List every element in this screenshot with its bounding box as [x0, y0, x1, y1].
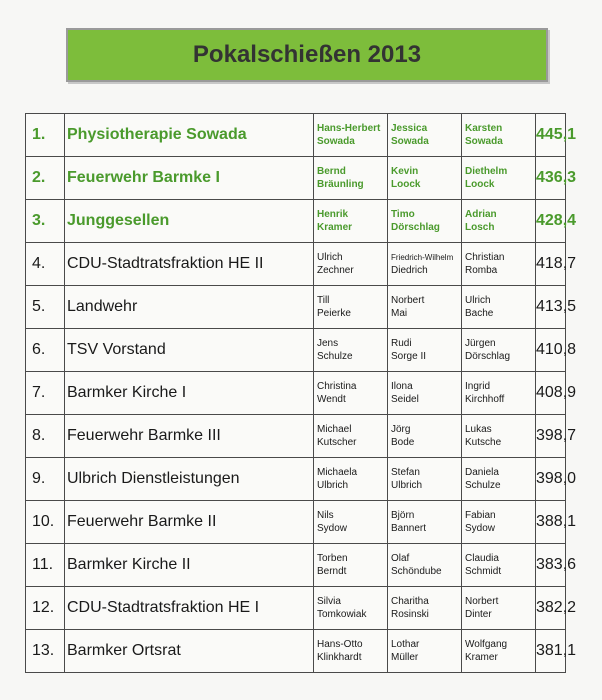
member-last-name: Bache [465, 308, 494, 319]
member-last-name: Bannert [391, 523, 427, 534]
member-cell [314, 544, 388, 587]
rank-cell: 3. [26, 200, 65, 243]
score-cell: 398,7 [536, 415, 566, 458]
member-last-name: Sorge II [391, 351, 427, 362]
score-cell: 410,8 [536, 329, 566, 372]
table-row [26, 372, 566, 415]
title-banner [66, 28, 548, 82]
member-first-name: Hans-Otto [317, 639, 363, 650]
member-cell [388, 157, 462, 200]
member-last-name: Kramer [465, 652, 498, 663]
team-name-cell: Landwehr [65, 286, 314, 329]
member-first-name: Silvia [317, 596, 341, 607]
member-cell [388, 243, 462, 286]
member-cell [314, 329, 388, 372]
member-first-name: Timo [391, 209, 415, 220]
member-first-name: Jürgen [465, 338, 496, 349]
table-row [26, 501, 566, 544]
member-cell [314, 114, 388, 157]
score-cell: 436,3 [536, 157, 566, 200]
score-cell: 383,6 [536, 544, 566, 587]
member-last-name: Rosinski [391, 609, 429, 620]
member-first-name: Olaf [391, 553, 410, 564]
table-row [26, 415, 566, 458]
team-name-cell: Ulbrich Dienstleistungen [65, 458, 314, 501]
member-cell [462, 587, 536, 630]
member-last-name: Loock [465, 179, 495, 190]
score-cell: 381,1 [536, 630, 566, 673]
page-title: Pokalschießen 2013 [192, 41, 422, 68]
member-cell [314, 415, 388, 458]
table-row [26, 329, 566, 372]
member-first-name: Bernd [317, 166, 346, 177]
member-cell [314, 243, 388, 286]
member-last-name: Sowada [465, 136, 503, 147]
member-cell [314, 372, 388, 415]
member-cell [388, 415, 462, 458]
team-name-cell: Feuerwehr Barmke I [65, 157, 314, 200]
member-first-name: Fabian [465, 510, 496, 521]
member-last-name: Kutsche [465, 437, 502, 448]
member-first-name: Daniela [465, 467, 499, 478]
team-name-cell: Junggesellen [65, 200, 314, 243]
member-last-name: Sydow [317, 523, 348, 534]
member-last-name: Tomkowiak [317, 609, 367, 620]
member-first-name: Torben [317, 553, 348, 564]
member-last-name: Berndt [317, 566, 347, 577]
member-first-name: Jörg [391, 424, 411, 435]
member-last-name: Dinter [465, 609, 492, 620]
score-cell: 382,2 [536, 587, 566, 630]
member-first-name: Friedrich-Wilhelm [391, 253, 454, 262]
member-cell [314, 157, 388, 200]
team-name-cell: Barmker Ortsrat [65, 630, 314, 673]
rank-cell: 6. [26, 329, 65, 372]
score-cell: 408,9 [536, 372, 566, 415]
member-first-name: Lukas [465, 424, 492, 435]
member-last-name: Losch [465, 222, 495, 233]
member-first-name: Diethelm [465, 166, 508, 177]
results-body [26, 114, 577, 673]
member-last-name: Bode [391, 437, 415, 448]
score-cell: 428,4 [536, 200, 566, 243]
rank-cell: 10. [26, 501, 65, 544]
member-first-name: Claudia [465, 553, 499, 564]
member-cell [462, 243, 536, 286]
member-last-name: Kutscher [317, 437, 357, 448]
member-first-name: Wolfgang [465, 639, 508, 650]
rank-cell: 13. [26, 630, 65, 673]
member-cell [462, 114, 536, 157]
member-cell [388, 200, 462, 243]
member-last-name: Ulbrich [391, 480, 423, 491]
rank-cell: 9. [26, 458, 65, 501]
member-cell [388, 286, 462, 329]
member-last-name: Zechner [317, 265, 354, 276]
rank-cell: 12. [26, 587, 65, 630]
member-first-name: Charitha [391, 596, 429, 607]
member-first-name: Jessica [391, 123, 428, 134]
table-row [26, 243, 566, 286]
member-cell [462, 157, 536, 200]
member-first-name: Adrian [465, 209, 497, 220]
member-last-name: Bräunling [317, 179, 364, 190]
rank-cell: 1. [26, 114, 65, 157]
score-cell: 398,0 [536, 458, 566, 501]
member-last-name: Diedrich [391, 265, 428, 276]
member-last-name: Mai [391, 308, 408, 319]
member-first-name: Henrik [317, 209, 349, 220]
team-name-cell: CDU-Stadtratsfraktion HE I [65, 587, 314, 630]
member-cell [462, 329, 536, 372]
member-cell [314, 458, 388, 501]
member-cell [462, 630, 536, 673]
rank-cell: 2. [26, 157, 65, 200]
member-first-name: Norbert [391, 295, 425, 306]
member-last-name: Schulze [465, 480, 501, 491]
member-first-name: Michaela [317, 467, 358, 478]
rank-cell: 11. [26, 544, 65, 587]
member-cell [388, 458, 462, 501]
table-row [26, 157, 566, 200]
table-row [26, 630, 566, 673]
results-table [25, 113, 577, 673]
member-cell [314, 501, 388, 544]
table-row [26, 458, 566, 501]
member-last-name: Dörschlag [465, 351, 511, 362]
member-last-name: Sydow [465, 523, 496, 534]
member-cell [462, 415, 536, 458]
table-row [26, 200, 566, 243]
member-first-name: Ilona [391, 381, 413, 392]
member-cell [314, 587, 388, 630]
member-first-name: Michael [317, 424, 352, 435]
member-last-name: Sowada [391, 136, 429, 147]
member-last-name: Schöndube [391, 566, 442, 577]
score-cell: 413,5 [536, 286, 566, 329]
member-cell [388, 329, 462, 372]
team-name-cell: Barmker Kirche II [65, 544, 314, 587]
table-row [26, 114, 566, 157]
member-first-name: Norbert [465, 596, 499, 607]
rank-cell: 8. [26, 415, 65, 458]
member-first-name: Lothar [391, 639, 420, 650]
member-first-name: Jens [317, 338, 339, 349]
member-last-name: Dörschlag [391, 222, 440, 233]
member-cell [388, 544, 462, 587]
member-first-name: Ulrich [465, 295, 491, 306]
member-first-name: Karsten [465, 123, 503, 134]
team-name-cell: Feuerwehr Barmke III [65, 415, 314, 458]
member-first-name: Ingrid [465, 381, 491, 392]
member-cell [388, 630, 462, 673]
member-first-name: Kevin [391, 166, 419, 177]
member-cell [314, 630, 388, 673]
member-cell [388, 587, 462, 630]
member-cell [462, 544, 536, 587]
team-name-cell: Feuerwehr Barmke II [65, 501, 314, 544]
member-cell [462, 372, 536, 415]
member-last-name: Schulze [317, 351, 353, 362]
member-last-name: Sowada [317, 136, 355, 147]
member-first-name: Rudi [391, 338, 412, 349]
member-last-name: Loock [391, 179, 421, 190]
team-name-cell: TSV Vorstand [65, 329, 314, 372]
member-cell [462, 501, 536, 544]
member-first-name: Christina [317, 381, 357, 392]
member-cell [462, 200, 536, 243]
member-first-name: Nils [317, 510, 334, 521]
member-first-name: Hans-Herbert [317, 123, 381, 134]
team-name-cell: Barmker Kirche I [65, 372, 314, 415]
member-last-name: Romba [465, 265, 498, 276]
member-first-name: Till [317, 295, 330, 306]
table-row [26, 587, 566, 630]
member-last-name: Peierke [317, 308, 351, 319]
member-cell [388, 501, 462, 544]
member-cell [388, 372, 462, 415]
member-last-name: Wendt [317, 394, 346, 405]
score-cell: 388,1 [536, 501, 566, 544]
rank-cell: 4. [26, 243, 65, 286]
member-cell [314, 286, 388, 329]
member-last-name: Schmidt [465, 566, 502, 577]
score-cell: 418,7 [536, 243, 566, 286]
table-row [26, 286, 566, 329]
team-name-cell: Physiotherapie Sowada [65, 114, 314, 157]
table-row [26, 544, 566, 587]
member-first-name: Christian [465, 252, 505, 263]
member-first-name: Stefan [391, 467, 420, 478]
member-first-name: Björn [391, 510, 415, 521]
member-last-name: Kramer [317, 222, 353, 233]
member-cell [314, 200, 388, 243]
member-cell [462, 286, 536, 329]
member-last-name: Müller [391, 652, 419, 663]
member-last-name: Klinkhardt [317, 652, 362, 663]
member-cell [388, 114, 462, 157]
member-last-name: Ulbrich [317, 480, 349, 491]
member-last-name: Seidel [391, 394, 419, 405]
member-cell [462, 458, 536, 501]
member-first-name: Ulrich [317, 252, 343, 263]
rank-cell: 7. [26, 372, 65, 415]
member-last-name: Kirchhoff [465, 394, 505, 405]
rank-cell: 5. [26, 286, 65, 329]
team-name-cell: CDU-Stadtratsfraktion HE II [65, 243, 314, 286]
score-cell: 445,1 [536, 114, 566, 157]
